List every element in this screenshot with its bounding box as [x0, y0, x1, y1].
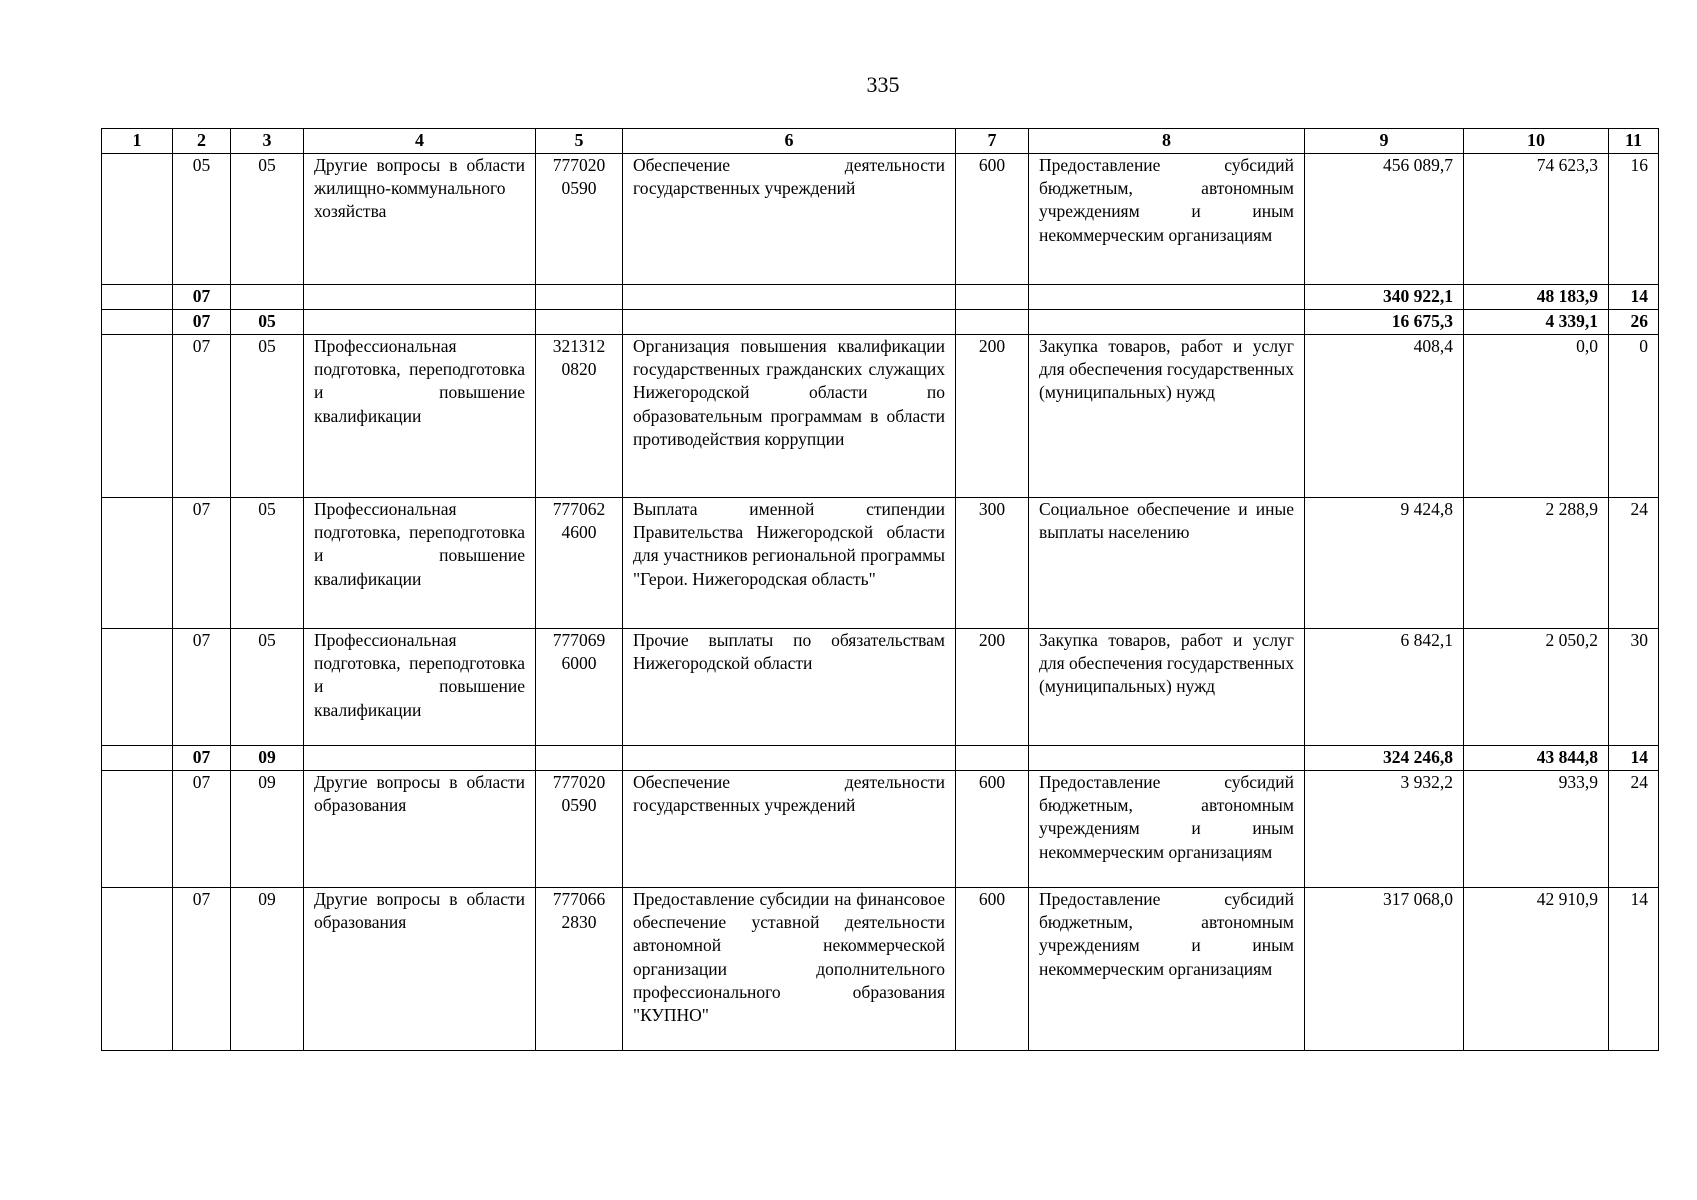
cell-plan-amount: 3 932,2: [1305, 771, 1464, 888]
cell-subsection: 05: [231, 498, 304, 629]
cell-subsection-name: Другие вопросы в области образования: [304, 771, 536, 888]
cell-percent: 14: [1609, 746, 1659, 771]
cell-expense-name: [1029, 746, 1305, 771]
cell-section: 07: [173, 771, 231, 888]
cell-plan-amount: 16 675,3: [1305, 310, 1464, 335]
cell-col1: [102, 629, 173, 746]
cell-percent: 0: [1609, 335, 1659, 498]
cell-actual-amount: 4 339,1: [1464, 310, 1609, 335]
cell-target-name: Прочие выплаты по обязательствам Нижегородской области: [623, 629, 956, 746]
cell-expense-type: 300: [956, 498, 1029, 629]
cell-expense-type: 600: [956, 771, 1029, 888]
page-number: 335: [866, 72, 900, 97]
cell-percent: 30: [1609, 629, 1659, 746]
cell-plan-amount: 317 068,0: [1305, 888, 1464, 1051]
cell-plan-amount: 456 089,7: [1305, 154, 1464, 285]
cell-plan-amount: 324 246,8: [1305, 746, 1464, 771]
cell-plan-amount: 408,4: [1305, 335, 1464, 498]
cell-actual-amount: 74 623,3: [1464, 154, 1609, 285]
cell-percent: 16: [1609, 154, 1659, 285]
col-header-9: 9: [1305, 129, 1464, 154]
cell-expense-type: 600: [956, 154, 1029, 285]
cell-expense-type: [956, 310, 1029, 335]
cell-expense-name: Закупка товаров, работ и услуг для обеспечения государственных (муниципальных) нужд: [1029, 629, 1305, 746]
cell-col1: [102, 285, 173, 310]
cell-expense-name: Закупка товаров, работ и услуг для обеспечения государственных (муниципальных) нужд: [1029, 335, 1305, 498]
cell-target-code: [536, 746, 623, 771]
cell-target-name: Обеспечение деятельности государственных учреждений: [623, 154, 956, 285]
cell-percent: 14: [1609, 285, 1659, 310]
col-header-10: 10: [1464, 129, 1609, 154]
target-code-part1: 777020: [552, 772, 606, 792]
cell-subsection: 09: [231, 771, 304, 888]
cell-percent: 14: [1609, 888, 1659, 1051]
cell-target-code: [536, 154, 623, 285]
cell-subsection-name: Другие вопросы в области образования: [304, 888, 536, 1051]
cell-expense-name: [1029, 310, 1305, 335]
cell-expense-type: [956, 285, 1029, 310]
cell-plan-amount: 9 424,8: [1305, 498, 1464, 629]
cell-subsection-name: Профессиональная подготовка, переподготовка и повышение квалификации: [304, 335, 536, 498]
cell-expense-name: Предоставление субсидий бюджетным, автономным учреждениям и иным некоммерческим организациям: [1029, 771, 1305, 888]
cell-actual-amount: 48 183,9: [1464, 285, 1609, 310]
target-code-part1: 777069: [552, 630, 606, 650]
target-code-part2: 4600: [561, 522, 597, 543]
cell-actual-amount: 42 910,9: [1464, 888, 1609, 1051]
cell-target-code: [536, 285, 623, 310]
cell-subsection-name: [304, 746, 536, 771]
cell-subsection: 05: [231, 154, 304, 285]
cell-actual-amount: 43 844,8: [1464, 746, 1609, 771]
col-header-3: 3: [231, 129, 304, 154]
cell-percent: 24: [1609, 771, 1659, 888]
cell-expense-name: Предоставление субсидий бюджетным, автономным учреждениям и иным некоммерческим организациям: [1029, 154, 1305, 285]
col-header-8: 8: [1029, 129, 1305, 154]
cell-expense-type: 200: [956, 335, 1029, 498]
col-header-11: 11: [1609, 129, 1659, 154]
cell-section: 05: [173, 154, 231, 285]
table-row: [102, 629, 1659, 746]
cell-col1: [102, 310, 173, 335]
header-row: [102, 129, 1659, 154]
table-row: [102, 888, 1659, 1051]
cell-expense-name: [1029, 285, 1305, 310]
cell-subsection-name: Другие вопросы в области жилищно-коммунального хозяйства: [304, 154, 536, 285]
cell-plan-amount: 6 842,1: [1305, 629, 1464, 746]
table-row: [102, 771, 1659, 888]
cell-target-name: Организация повышения квалификации государственных гражданских служащих Нижегородской области по образовательным программам в области противодействия коррупции: [623, 335, 956, 498]
cell-target-code: [536, 335, 623, 498]
cell-actual-amount: 933,9: [1464, 771, 1609, 888]
cell-target-code: [536, 629, 623, 746]
cell-target-name: [623, 310, 956, 335]
cell-percent: 24: [1609, 498, 1659, 629]
cell-col1: [102, 154, 173, 285]
cell-target-name: Обеспечение деятельности государственных учреждений: [623, 771, 956, 888]
table-row: [102, 154, 1659, 285]
cell-section: 07: [173, 335, 231, 498]
col-header-7: 7: [956, 129, 1029, 154]
col-header-4: 4: [304, 129, 536, 154]
cell-section: 07: [173, 629, 231, 746]
cell-expense-name: Социальное обеспечение и иные выплаты населению: [1029, 498, 1305, 629]
cell-actual-amount: 0,0: [1464, 335, 1609, 498]
cell-col1: [102, 335, 173, 498]
table-row: [102, 335, 1659, 498]
cell-actual-amount: 2 050,2: [1464, 629, 1609, 746]
cell-col1: [102, 888, 173, 1051]
table-row-subtotal: [102, 285, 1659, 310]
cell-expense-name: Предоставление субсидий бюджетным, автономным учреждениям и иным некоммерческим организациям: [1029, 888, 1305, 1051]
cell-subsection-name: [304, 285, 536, 310]
cell-section: 07: [173, 498, 231, 629]
cell-subsection: 05: [231, 310, 304, 335]
budget-table: [101, 128, 1659, 1051]
cell-subsection: [231, 285, 304, 310]
cell-subsection: 09: [231, 888, 304, 1051]
cell-section: 07: [173, 746, 231, 771]
cell-col1: [102, 746, 173, 771]
table-row-subtotal: [102, 746, 1659, 771]
cell-target-name: Выплата именной стипендии Правительства Нижегородской области для участников региональной программы "Герои. Нижегородская область": [623, 498, 956, 629]
cell-target-code: [536, 771, 623, 888]
cell-subsection: 05: [231, 335, 304, 498]
cell-col1: [102, 771, 173, 888]
cell-subsection-name: Профессиональная подготовка, переподготовка и повышение квалификации: [304, 498, 536, 629]
cell-plan-amount: 340 922,1: [1305, 285, 1464, 310]
table-row-subtotal: [102, 310, 1659, 335]
cell-expense-type: [956, 746, 1029, 771]
cell-section: 07: [173, 310, 231, 335]
cell-actual-amount: 2 288,9: [1464, 498, 1609, 629]
target-code-part2: 0590: [561, 178, 597, 199]
cell-target-code: [536, 888, 623, 1051]
target-code-part2: 0820: [561, 359, 597, 380]
cell-target-code: [536, 310, 623, 335]
target-code-part1: 777020: [552, 155, 606, 175]
cell-percent: 26: [1609, 310, 1659, 335]
cell-target-name: [623, 746, 956, 771]
target-code-part2: 0590: [561, 795, 597, 816]
target-code-part1: 777062: [552, 499, 606, 519]
cell-expense-type: 200: [956, 629, 1029, 746]
cell-subsection-name: [304, 310, 536, 335]
cell-target-name: [623, 285, 956, 310]
cell-subsection: 05: [231, 629, 304, 746]
cell-subsection-name: Профессиональная подготовка, переподготовка и повышение квалификации: [304, 629, 536, 746]
col-header-5: 5: [536, 129, 623, 154]
cell-target-name: Предоставление субсидии на финансовое обеспечение уставной деятельности автономной некоммерческой организации дополнительного профессионального образования "КУПНО": [623, 888, 956, 1051]
col-header-1: 1: [102, 129, 173, 154]
target-code-part1: 321312: [552, 336, 606, 356]
target-code-part1: 777066: [552, 889, 606, 909]
cell-section: 07: [173, 285, 231, 310]
col-header-2: 2: [173, 129, 231, 154]
cell-subsection: 09: [231, 746, 304, 771]
cell-section: 07: [173, 888, 231, 1051]
target-code-part2: 2830: [561, 912, 597, 933]
target-code-part2: 6000: [561, 653, 597, 674]
col-header-6: 6: [623, 129, 956, 154]
cell-col1: [102, 498, 173, 629]
table-row: [102, 498, 1659, 629]
cell-target-code: [536, 498, 623, 629]
cell-expense-type: 600: [956, 888, 1029, 1051]
